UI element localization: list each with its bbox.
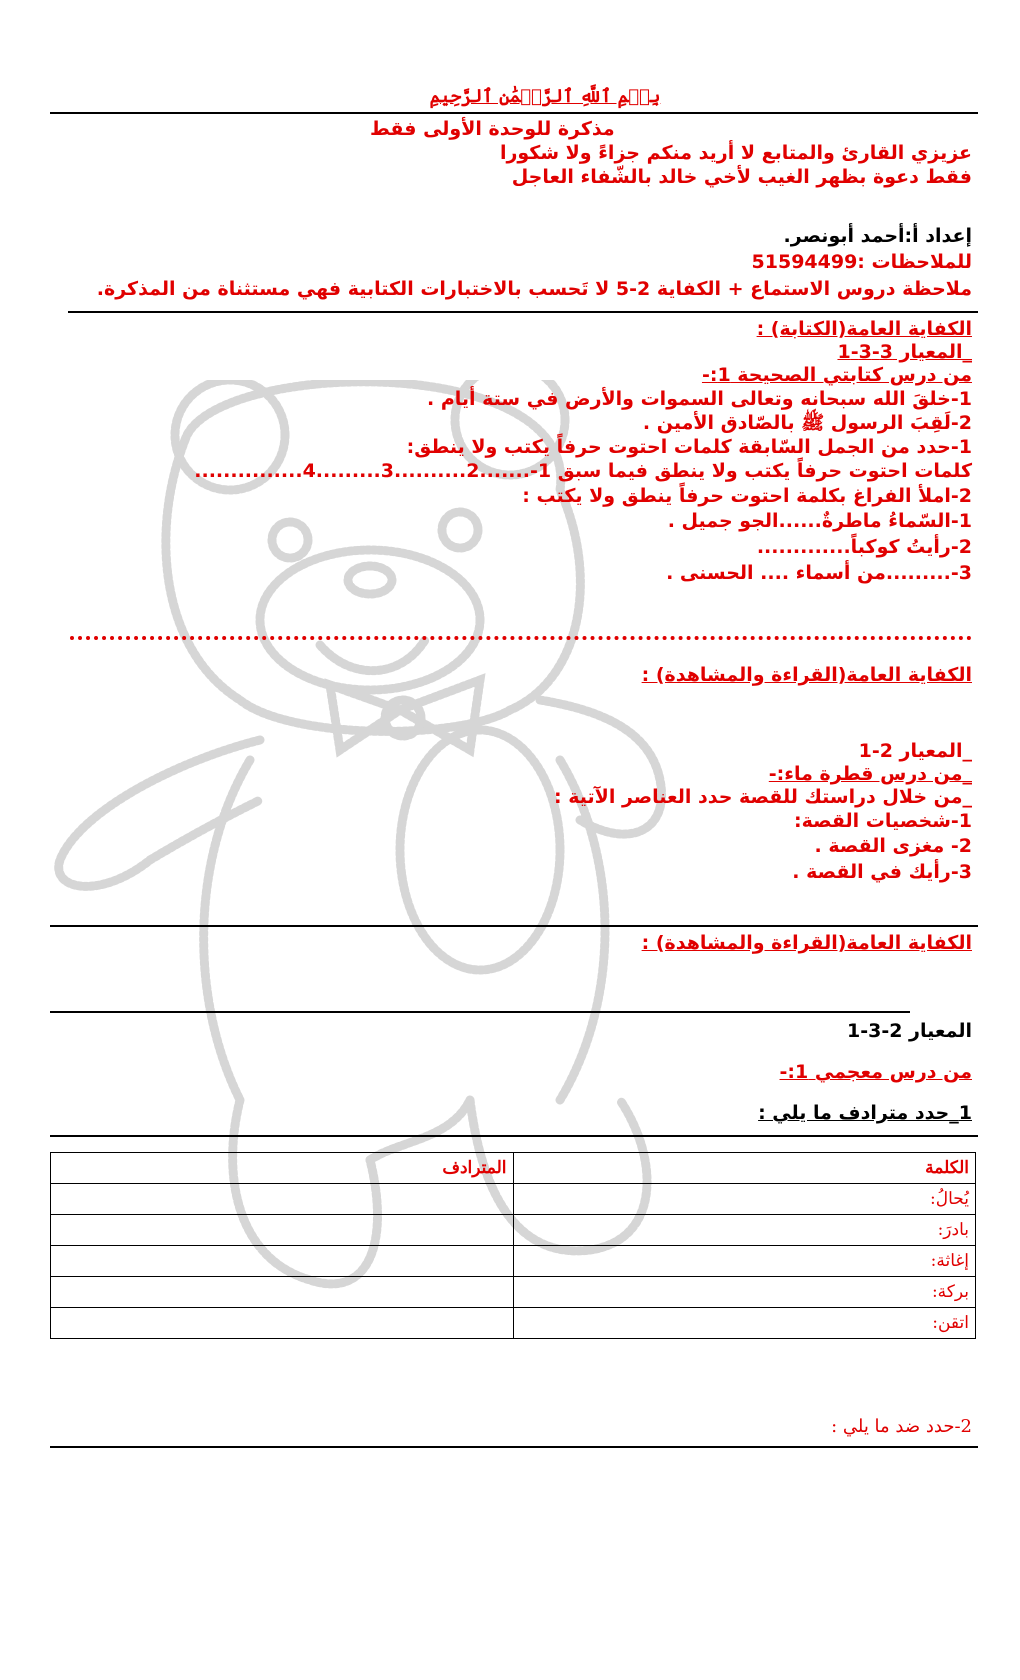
section1-lesson: من درس كتابتي الصحيحة 1:- (701, 364, 972, 386)
basmala: بِسۡمِ ٱللَّهِ ٱلرَّحۡمَٰنِ ٱلرَّحِيمِ (429, 86, 661, 107)
section1-standard: _المعيار 3-3-1 (837, 341, 972, 363)
table-row (51, 1215, 976, 1246)
header-divider (50, 112, 978, 114)
section-divider (68, 311, 978, 313)
synonym-cell[interactable] (51, 1184, 514, 1215)
question-1-answer: كلمات احتوت حرفاً يكتب ولا ينطق فيما سبق 1-.......2..........3.........4............... (194, 460, 972, 482)
table-row (51, 1277, 976, 1308)
synonym-cell[interactable] (51, 1246, 514, 1277)
section3-lesson: من درس معجمي 1:- (779, 1061, 972, 1083)
sentence-1: 1-خلقَ الله سبحانه وتعالى السموات والأرض في ستة أيام . (427, 388, 972, 410)
word-cell: اتقن: (513, 1308, 976, 1339)
table-row (51, 1246, 976, 1277)
col-word-header: الكلمة (513, 1153, 976, 1184)
synonym-table (50, 1152, 976, 1339)
section2-lesson: _من درس قطرة ماء:- (768, 763, 972, 785)
section1-heading: الكفاية العامة(الكتابة) : (756, 318, 972, 340)
word-cell: بركة: (513, 1277, 976, 1308)
section2-divider (50, 925, 978, 927)
section2-heading: الكفاية العامة(القراءة والمشاهدة) : (641, 664, 972, 686)
author: إعداد أ:أحمد أبونصر. (783, 225, 972, 247)
col-synonym-header: المترادف (51, 1153, 514, 1184)
table-top-rule (50, 1135, 978, 1137)
dotted-divider (70, 636, 972, 646)
synonym-cell[interactable] (51, 1308, 514, 1339)
element-1: 1-شخصيات القصة: (794, 810, 972, 832)
section3-divider (50, 1011, 910, 1013)
section3-question-2: 2-حدد ضد ما يلي : (831, 1416, 972, 1437)
synonym-cell[interactable] (51, 1277, 514, 1308)
header-title: مذكرة للوحدة الأولى فقط (370, 118, 615, 140)
header-line-1: عزيزي القارئ والمتابع لا أريد منكم جزاءً ولا شكورا (499, 142, 972, 164)
section3-standard: المعيار 2-3-1 (846, 1020, 972, 1042)
fill-3: 3-.........من أسماء .... الحسنى . (666, 562, 972, 584)
word-cell: يُحالُ: (513, 1184, 976, 1215)
section2-standard: _المعيار 2-1 (858, 740, 972, 762)
word-cell: بادرَ: (513, 1215, 976, 1246)
table-header-row (51, 1153, 976, 1184)
table-row (51, 1308, 976, 1339)
sentence-2: 2-لَقِبَ الرسول ﷺ بالصّادق الأمين . (642, 412, 972, 434)
section2-intro: _من خلال دراستك للقصة حدد العناصر الآتية : (554, 786, 972, 808)
question-1: 1-حدد من الجمل السّابقة كلمات احتوت حرفاً يكتب ولا ينطق: (406, 436, 972, 458)
word-cell: إغاثة: (513, 1246, 976, 1277)
element-3: 3-رأيك في القصة . (792, 861, 972, 883)
section3-heading: الكفاية العامة(القراءة والمشاهدة) : (641, 932, 972, 954)
section3-question-1: 1_حدد مترادف ما يلي : (758, 1102, 972, 1124)
contact: للملاحظات :51594499 (751, 251, 972, 273)
question-2: 2-املأ الفراغ بكلمة احتوت حرفاً ينطق ولا يكتب : (522, 485, 972, 507)
exam-note: ملاحظة دروس الاستماع + الكفاية 2-5 لا تَحسب بالاختبارات الكتابية فهي مستثناة من المذكرة. (96, 278, 972, 300)
table-row (51, 1184, 976, 1215)
fill-2: 2-رأيتُ كوكباً............. (756, 536, 972, 558)
element-2: 2- مغزى القصة . (814, 835, 972, 857)
synonym-cell[interactable] (51, 1215, 514, 1246)
bottom-rule (50, 1446, 978, 1448)
header-line-2: فقط دعوة بظهر الغيب لأخي خالد بالشّفاء العاجل (511, 166, 972, 188)
fill-1: 1-السّماءُ ماطرةٌ......الجو جميل . (667, 510, 972, 532)
